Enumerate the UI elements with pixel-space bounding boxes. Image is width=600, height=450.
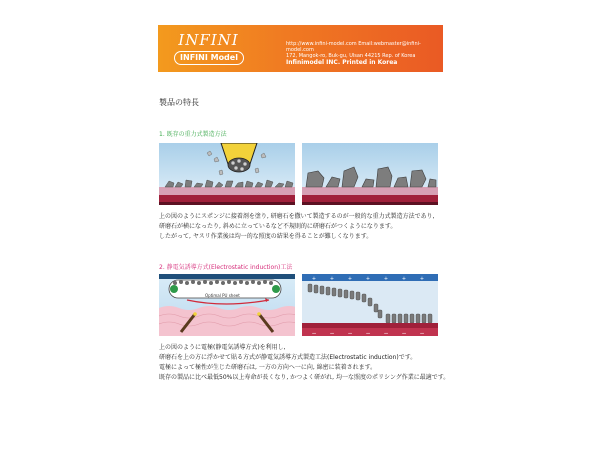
section1-line: したがって, ヤスリ作業後は均一的な照度の結果を得ることが難しくなります。	[159, 233, 373, 240]
svg-text:−: −	[419, 330, 425, 336]
svg-text:+: +	[419, 276, 425, 282]
header-banner	[158, 25, 443, 72]
section2-line: 研磨石を上の方に浮かせて貼る方式が静電気誘導方式製造工法(Electrostatic induction)です。	[159, 354, 417, 361]
electrostatic-process-diagram	[159, 274, 295, 336]
svg-text:−: −	[347, 330, 353, 336]
svg-text:+: +	[365, 276, 371, 282]
address-line: 172, Mangok-ro, Buk-gu, Ulsan 44215 Rep. of Korea	[286, 53, 416, 59]
contact-info	[286, 41, 443, 66]
svg-text:+: +	[383, 276, 389, 282]
svg-text:+: +	[401, 276, 407, 282]
green-roller-icon	[170, 285, 178, 293]
section1-line: 上の図のようにスポンジに接着剤を塗り, 研磨石を撒いて製造するのが一般的な重力式製造方法であり,	[159, 213, 435, 220]
svg-text:+: +	[347, 276, 353, 282]
logo-script-text: INFINI	[178, 31, 239, 49]
section1-description	[159, 212, 435, 242]
sheet-label: Optimal PU sheet	[205, 293, 240, 298]
section2-line: 既存の製品に比べ最低50%以上寿命が長くなり, かつよく研がれ, 均一な照度のポリシング作業に最適です。	[159, 374, 450, 381]
svg-text:−: −	[311, 330, 317, 336]
section2-line: 上の図のように電極(静電気誘導方式)を利用し,	[159, 344, 286, 351]
section1-line: 研磨石が横になったり, 斜めに立っているなど不規則的に研磨石がつくようになります。	[159, 223, 397, 230]
irregular-stones-diagram	[302, 143, 438, 205]
brand-logo	[167, 31, 250, 66]
green-roller-icon	[272, 285, 280, 293]
svg-text:−: −	[329, 330, 335, 336]
svg-text:−: −	[365, 330, 371, 336]
page-title: 製品の特長	[159, 98, 199, 107]
aligned-stones-diagram	[302, 274, 438, 336]
svg-text:−: −	[383, 330, 389, 336]
section1-heading: 1. 既存の重力式製造方法	[159, 131, 227, 138]
section2-description	[159, 343, 449, 383]
section2-line: 電極によって極性が生じた研磨石は, 一方の方向へ一に向, 綿密に装着されます。	[159, 364, 377, 371]
svg-text:+: +	[329, 276, 335, 282]
contact-line: http://www.infini-model.com Email:webmaster@infini-model.com	[286, 41, 421, 53]
company-line: Infinimodel INC. Printed in Korea	[286, 59, 398, 66]
svg-text:+: +	[311, 276, 317, 282]
svg-text:−: −	[401, 330, 407, 336]
logo-model-label: INFINI Model	[174, 51, 244, 65]
section2-heading: 2. 静電気誘導方式(Electrostatic induction)工法	[159, 264, 293, 271]
gravity-method-diagram	[159, 143, 295, 205]
